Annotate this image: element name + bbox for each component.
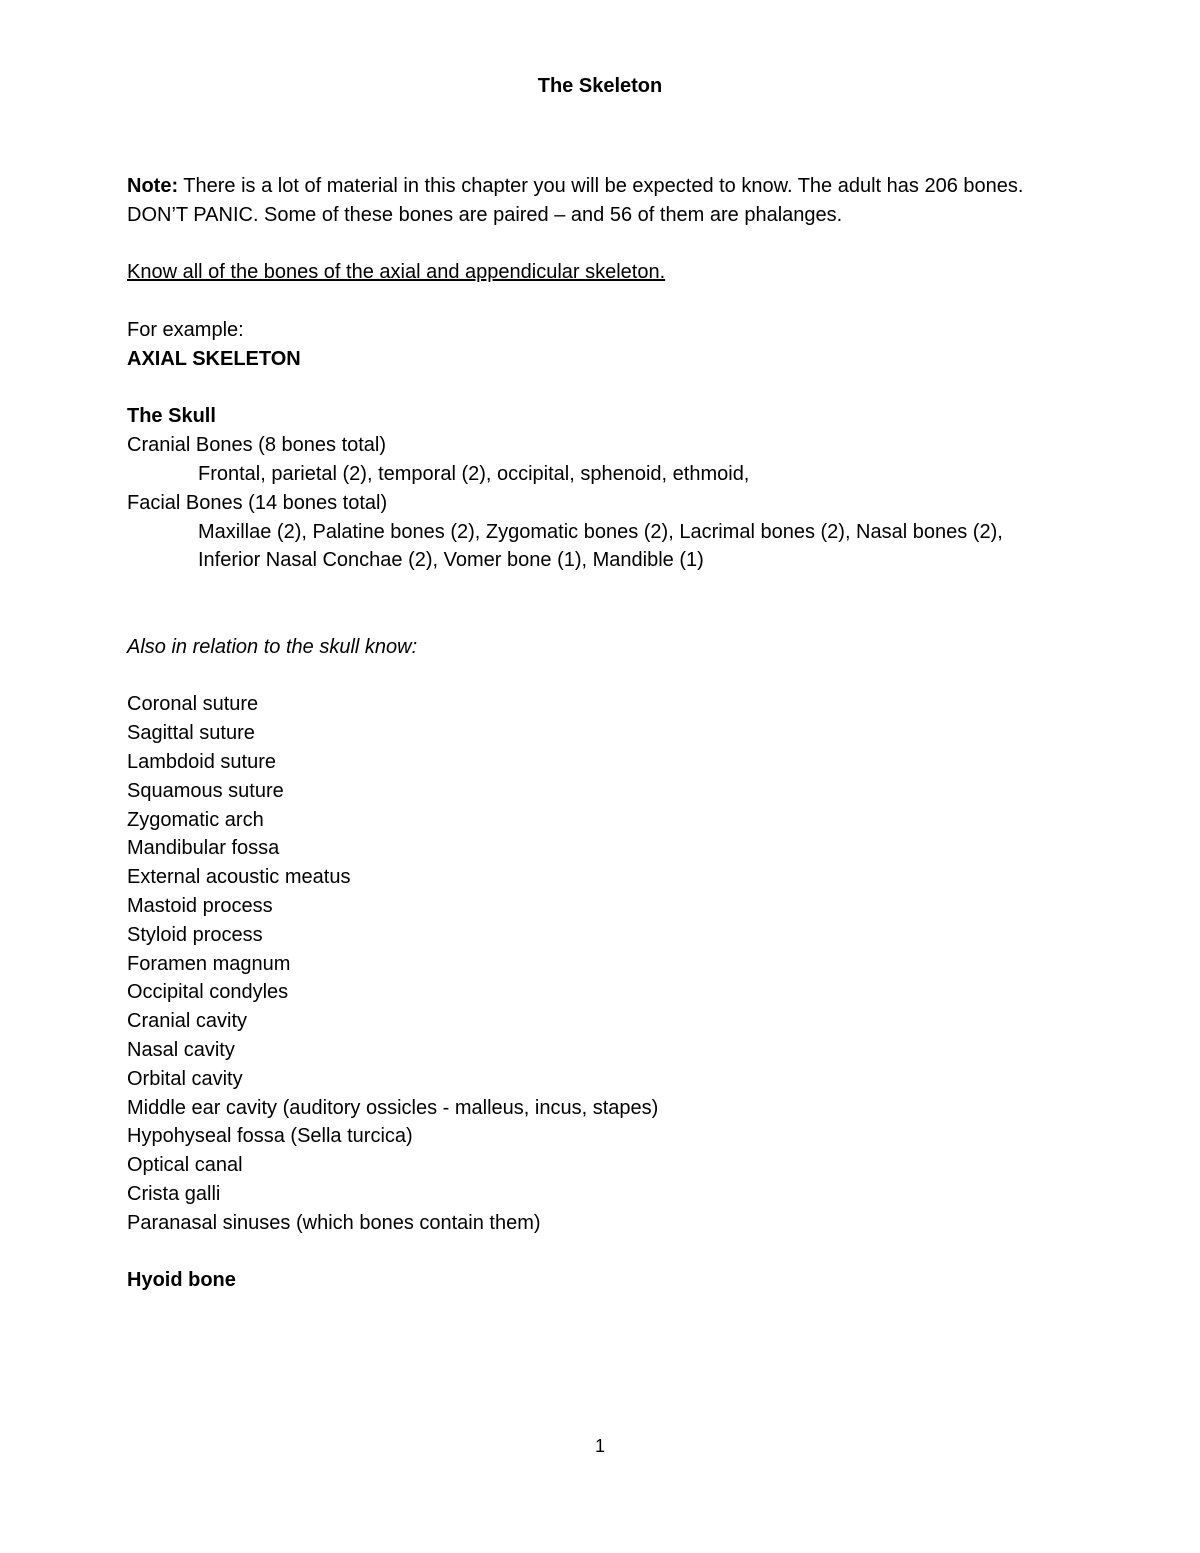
section-heading: AXIAL SKELETON [127,347,301,370]
facial-heading: Facial Bones (14 bones total) [127,491,388,514]
spacer [127,1237,1037,1266]
list-item: Squamous suture [127,779,284,802]
note-paragraph [127,172,1037,230]
spacer [127,287,1037,316]
also-know-heading: Also in relation to the skull know: [127,635,418,658]
list-item: Lambdoid suture [127,750,276,773]
spacer [127,374,1037,403]
list-item: Crista galli [127,1182,221,1205]
list-item: Orbital cavity [127,1067,243,1090]
list-item: Styloid process [127,923,263,946]
instruction-text: Know all of the bones of the axial and appendicular skeleton. [127,261,666,284]
spacer [127,230,1037,259]
spacer [127,662,1037,691]
list-item: Foramen magnum [127,952,291,975]
note-text: There is a lot of material in this chapter you will be expected to know. The adult has 206 bones. DON’T PANIC. Some of these bones are paired – and 56 of them are phalanges. [127,175,1024,226]
spacer [127,575,1037,604]
note-label: Note: [127,175,179,197]
facial-list-line-1: Maxillae (2), Palatine bones (2), Zygomatic bones (2), Lacrimal bones (2), Nasal bones (2), [198,520,1003,543]
cranial-list: Frontal, parietal (2), temporal (2), occipital, sphenoid, ethmoid, [198,462,750,485]
list-item: Hypohyseal fossa (Sella turcica) [127,1125,413,1148]
list-item: Coronal suture [127,693,259,716]
list-item: Cranial cavity [127,1010,248,1033]
list-item: External acoustic meatus [127,866,351,889]
list-item: Sagittal suture [127,722,255,745]
list-item: Mastoid process [127,894,273,917]
list-item: Paranasal sinuses (which bones contain them) [127,1211,541,1234]
page-title: The Skeleton [537,75,663,97]
cranial-heading: Cranial Bones (8 bones total) [127,434,387,457]
document-body [127,172,1037,1295]
list-item: Mandibular fossa [127,837,280,860]
list-item: Occipital condyles [127,981,289,1004]
example-intro: For example: [127,318,244,341]
list-item: Nasal cavity [127,1038,235,1061]
hyoid-heading: Hyoid bone [127,1269,236,1292]
spacer [127,604,1037,633]
list-item: Optical canal [127,1154,243,1177]
skull-heading: The Skull [127,405,216,428]
skull-feature-list [127,690,1037,1237]
list-item: Middle ear cavity (auditory ossicles - malleus, incus, stapes) [127,1096,659,1119]
list-item: Zygomatic arch [127,808,264,831]
page-number: 1 [594,1436,605,1456]
facial-list-line-2: Inferior Nasal Conchae (2), Vomer bone (1), Mandible (1) [198,549,704,572]
